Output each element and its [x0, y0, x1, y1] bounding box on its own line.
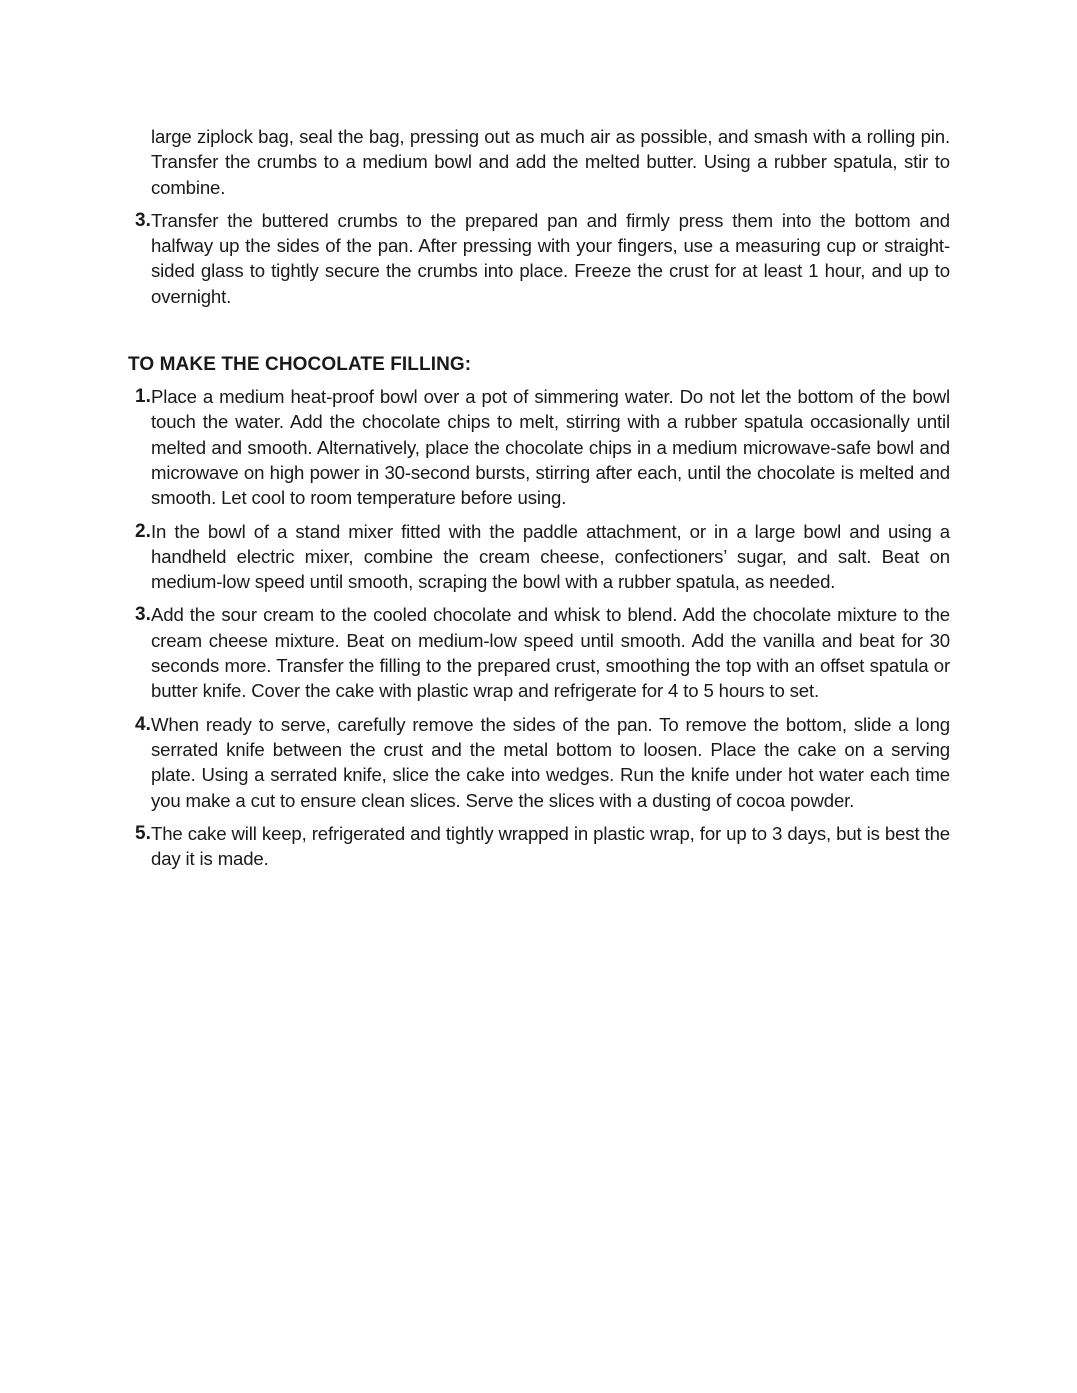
step-number: 2.: [135, 520, 151, 542]
step-number: 4.: [135, 713, 151, 735]
filling-step-3: [128, 602, 950, 703]
step-text: Transfer the buttered crumbs to the prepared pan and firmly press them into the bottom and halfway up the sides of the pan. After pressing with your fingers, use a measuring cup or straight- sided glass to tightly secure the crumbs into place. Freeze the crust for at least 1 hour, and up to overnight.: [151, 209, 950, 307]
step-number: 3.: [135, 604, 151, 626]
recipe-instructions: [128, 124, 950, 879]
filling-step-5: [128, 821, 950, 872]
crust-step-3: [128, 208, 950, 309]
step-text: In the bowl of a stand mixer fitted with the paddle attachment, or in a large bowl and using a handheld electric mixer, combine the cream cheese, confectioners’ sugar, and salt. Beat on medium-low speed until smooth, scraping the bowl with a rubber spatula, as needed.: [151, 520, 950, 593]
step-number: 3.: [135, 209, 151, 231]
filling-step-4: [128, 712, 950, 813]
filling-step-1: [128, 384, 950, 510]
filling-step-2: [128, 519, 950, 595]
step-number: 1.: [135, 386, 151, 408]
step-text: The cake will keep, refrigerated and tightly wrapped in plastic wrap, for up to 3 days, but is best the day it is made.: [151, 822, 950, 870]
step-text: When ready to serve, carefully remove the sides of the pan. To remove the bottom, slide a long serrated knife between the crust and the metal bottom to loosen. Place the cake on a serving plate. Using a serrated knife, slice the cake into wedges. Run the knife under hot water each time you make a cut to ensure clean slices. Serve the slices with a dusting of cocoa powder.: [151, 713, 950, 811]
step-text: Add the sour cream to the cooled chocolate and whisk to blend. Add the chocolate mixture to the cream cheese mixture. Beat on medium-low speed until smooth. Add the vanilla and beat for 30 seconds more. Transfer the filling to the prepared crust, smoothing the top with an offset spatula or butter knife. Cover the cake with plastic wrap and refrigerate for 4 to 5 hours to set.: [151, 604, 950, 702]
step-number: 5.: [135, 822, 151, 844]
crust-step-2-continuation: large ziplock bag, seal the bag, pressing out as much air as possible, and smash with a rolling pin. Transfer the crumbs to a medium bowl and add the melted butter. Using a rubber spatula, stir to combine.: [151, 126, 950, 198]
section-heading-chocolate-filling: TO MAKE THE CHOCOLATE FILLING:: [128, 354, 472, 376]
step-text: Place a medium heat-proof bowl over a pot of simmering water. Do not let the bottom of the bowl touch the water. Add the chocolate chips to melt, stirring with a rubber spatula occasionally until melted and smooth. Alternatively, place the chocolate chips in a medium microwave-safe bowl and microwave on high power in 30-second bursts, stirring after each, until the chocolate is melted and smooth. Let cool to room temperature before using.: [151, 386, 950, 509]
